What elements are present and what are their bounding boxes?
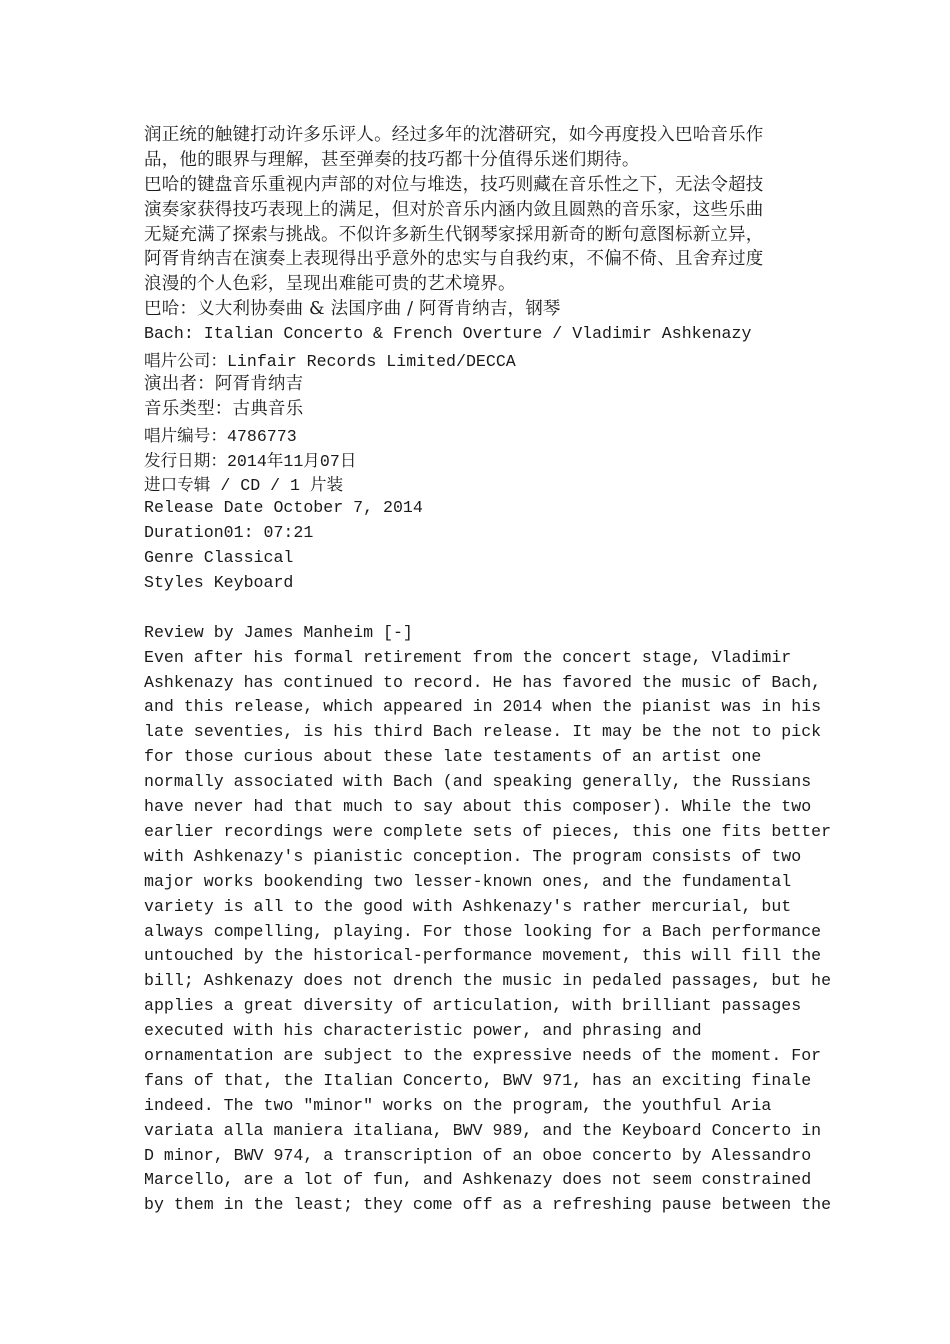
duration: Duration01: 07:21	[144, 523, 314, 543]
review-line: executed with his characteristic power, and phrasing and	[144, 1021, 702, 1041]
review-line: by them in the least; they come off as a refreshing pause between the	[144, 1195, 832, 1215]
album-title-cn: 巴哈：义大利协奏曲 & 法国序曲 / 阿胥肯纳吉，钢琴	[144, 299, 561, 320]
review-section	[144, 621, 832, 1218]
spacer	[144, 596, 824, 621]
text-line: 润正统的触键打动许多乐评人。经过多年的沈潜研究，如今再度投入巴哈音乐作	[144, 125, 764, 145]
intro-paragraph-2	[144, 173, 824, 297]
review-line: fans of that, the Italian Concerto, BWV 971, has an exciting finale	[144, 1070, 812, 1090]
review-line: Even after his formal retirement from the concert stage, Vladimir	[144, 647, 792, 667]
review-line: variata alla maniera italiana, BWV 989, and the Keyboard Concerto in	[144, 1120, 822, 1140]
release-date-en: Release Date October 7, 2014	[144, 498, 423, 518]
review-line: ornamentation are subject to the expressive needs of the moment. For	[144, 1045, 822, 1065]
review-line: for those curious about these late testaments of an artist one	[144, 747, 762, 767]
review-line: Marcello, are a lot of fun, and Ashkenazy does not seem constrained	[144, 1170, 812, 1190]
review-line: applies a great diversity of articulation, with brilliant passages	[144, 996, 802, 1016]
review-line: untouched by the historical-performance movement, this will fill the	[144, 946, 822, 966]
text-line: 演奏家获得技巧表现上的满足，但对於音乐内涵内敛且圆熟的音乐家，这些乐曲	[144, 199, 764, 220]
review-line: major works bookending two lesser-known ones, and the fundamental	[144, 871, 792, 891]
genre-cn: 音乐类型：古典音乐	[144, 398, 304, 419]
review-line: and this release, which appeared in 2014 when the pianist was in his	[144, 697, 822, 717]
review-line: late seventies, is his third Bach release. It may be the not to pick	[144, 722, 822, 742]
review-line: have never had that much to say about this composer). While the two	[144, 797, 812, 817]
review-line: variety is all to the good with Ashkenazy's rather mercurial, but	[144, 896, 792, 916]
review-line: Ashkenazy has continued to record. He has favored the music of Bach,	[144, 672, 822, 692]
text-line: 阿胥肯纳吉在演奏上表现得出乎意外的忠实与自我约束，不偏不倚、且舍弃过度	[144, 249, 764, 270]
genre-en: Genre Classical	[144, 548, 294, 568]
review-line: normally associated with Bach (and speaking generally, the Russians	[144, 772, 812, 792]
text-line: 浪漫的个人色彩，呈现出难能可贵的艺术境界。	[144, 274, 516, 295]
catalog-number: 唱片编号：4786773	[144, 426, 297, 446]
review-line: bill; Ashkenazy does not drench the music in pedaled passages, but he	[144, 971, 832, 991]
review-heading: Review by James Manheim [-]	[144, 622, 413, 642]
review-line: always compelling, playing. For those looking for a Bach performance	[144, 921, 822, 941]
album-info	[144, 297, 824, 596]
performer: 演出者：阿胥肯纳吉	[144, 373, 304, 394]
text-line: 品，他的眼界与理解，甚至弹奏的技巧都十分值得乐迷们期待。	[144, 149, 640, 170]
review-line: with Ashkenazy's pianistic conception. The program consists of two	[144, 846, 802, 866]
intro-paragraph-1	[144, 123, 824, 173]
review-line: D minor, BWV 974, a transcription of an oboe concerto by Alessandro	[144, 1145, 812, 1165]
album-format: 进口专辑 / CD / 1 片装	[144, 476, 344, 496]
review-line: earlier recordings were complete sets of pieces, this one fits better	[144, 821, 832, 841]
review-line: indeed. The two "minor" works on the program, the youthful Aria	[144, 1095, 772, 1115]
document-page	[144, 123, 832, 1218]
styles: Styles Keyboard	[144, 573, 294, 593]
text-line: 巴哈的键盘音乐重视内声部的对位与堆迭，技巧则藏在音乐性之下，无法令超技	[144, 174, 764, 195]
record-label: 唱片公司：Linfair Records Limited/DECCA	[144, 352, 516, 372]
album-title-en: Bach: Italian Concerto & French Overture / Vladimir Ashkenazy	[144, 324, 752, 344]
release-date-cn: 发行日期：2014年11月07日	[144, 451, 357, 471]
text-line: 无疑充满了探索与挑战。不似许多新生代钢琴家採用新奇的断句意图标新立异，	[144, 224, 764, 245]
